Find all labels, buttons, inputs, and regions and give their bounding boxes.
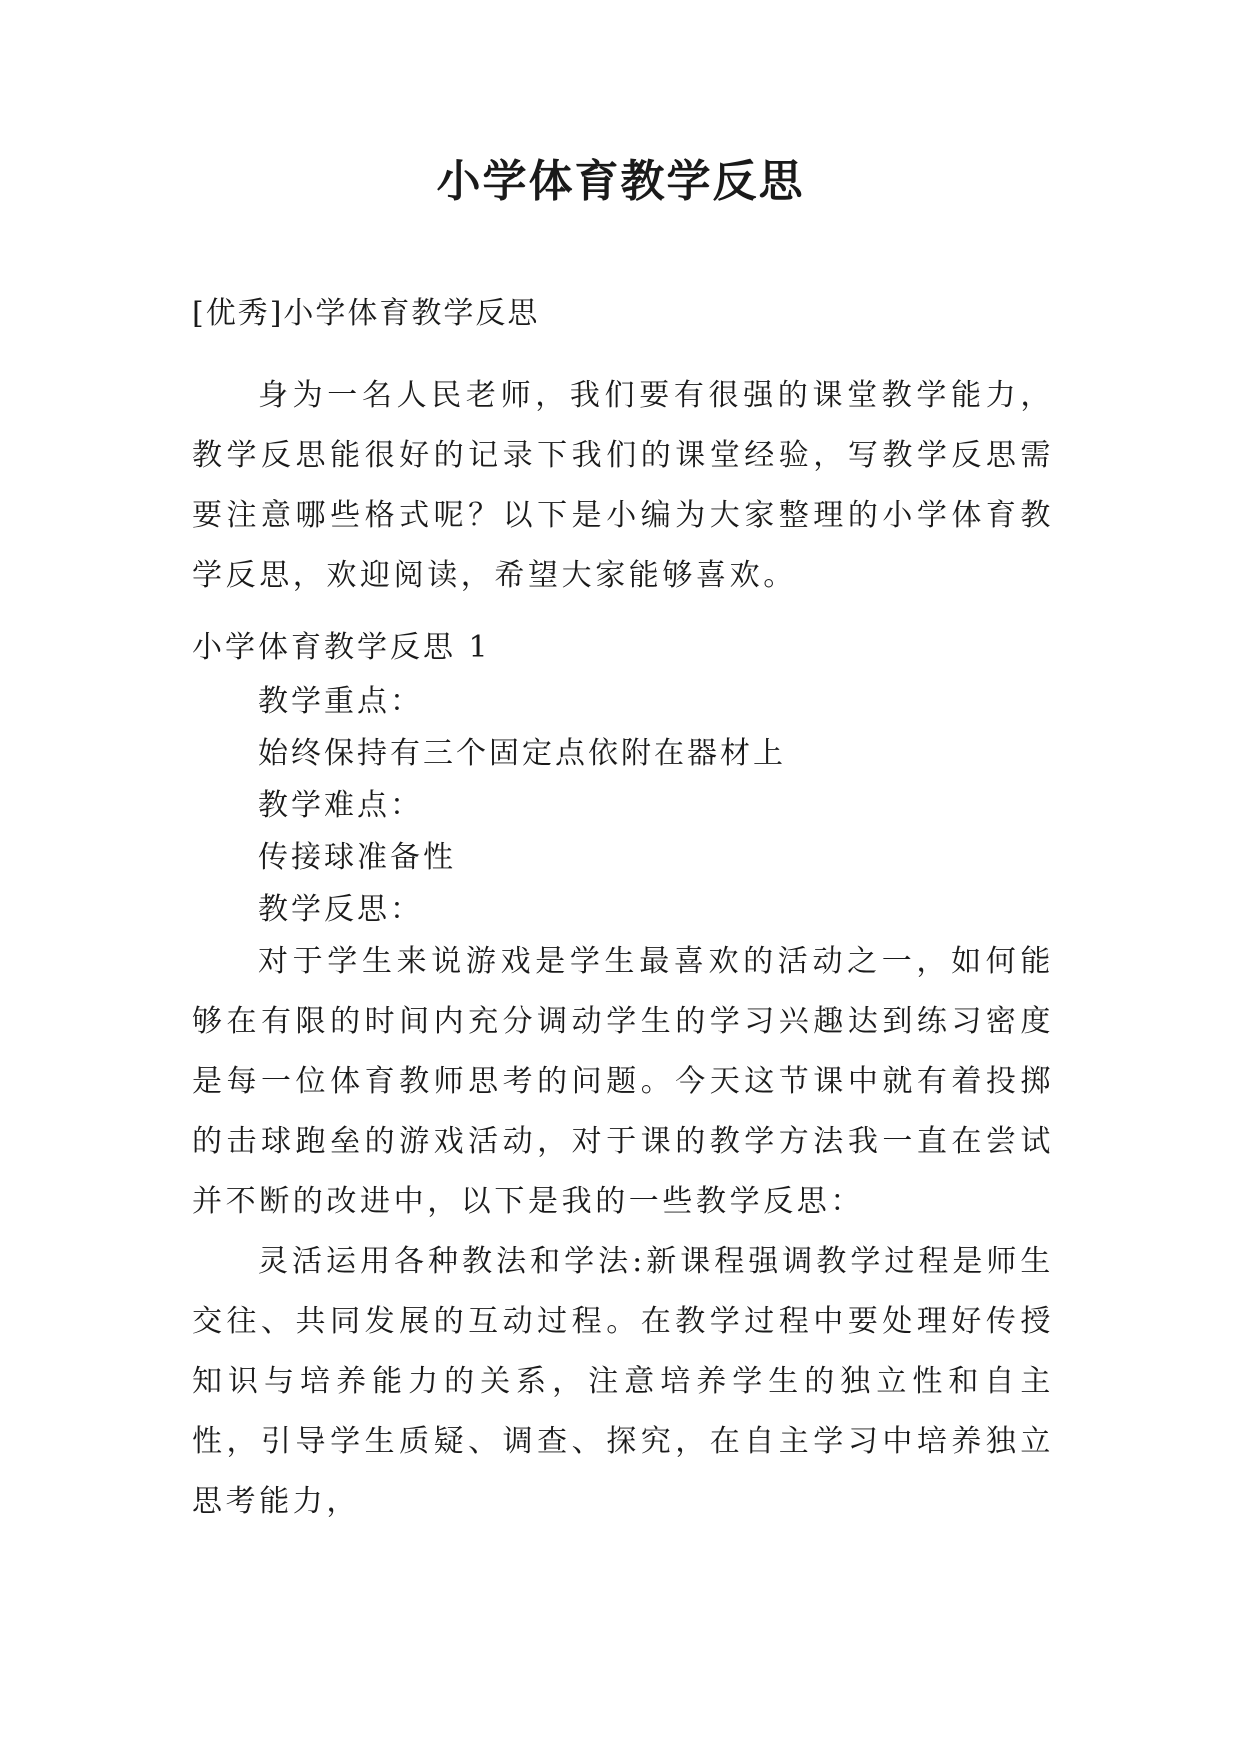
document-title: 小学体育教学反思 bbox=[436, 156, 805, 207]
focus-text: 始终保持有三个固定点依附在器材上 bbox=[258, 736, 786, 771]
reflection-label: 教学反思： bbox=[258, 892, 423, 927]
reflection-paragraph-1: 对于学生来说游戏是学生最喜欢的活动之一，如何能够在有限的时间内充分调动学生的学习兴趣达到练习密度是每一位体育教师思考的问题。今天这节课中就有着投掷的击球跑垒的游戏活动，对于课的教学方法我一直在尝试并不断的改进中，以下是我的一些教学反思： bbox=[192, 944, 1054, 1219]
intro-paragraph: 身为一名人民老师，我们要有很强的课堂教学能力，教学反思能很好的记录下我们的课堂经验，写教学反思需要注意哪些格式呢？以下是小编为大家整理的小学体育教学反思，欢迎阅读，希望大家能够喜欢。 bbox=[192, 378, 1054, 593]
focus-label: 教学重点： bbox=[258, 684, 423, 719]
section-heading: 小学体育教学反思 1 bbox=[192, 630, 491, 665]
difficulty-text: 传接球准备性 bbox=[258, 840, 456, 875]
document-subtitle: [优秀]小学体育教学反思 bbox=[192, 296, 540, 331]
reflection-paragraph-2: 灵活运用各种教法和学法:新课程强调教学过程是师生交往、共同发展的互动过程。在教学过程中要处理好传授知识与培养能力的关系，注意培养学生的独立性和自主性，引导学生质疑、调查、探究，在自主学习中培养独立思考能力， bbox=[192, 1244, 1054, 1519]
difficulty-label: 教学难点： bbox=[258, 788, 423, 823]
